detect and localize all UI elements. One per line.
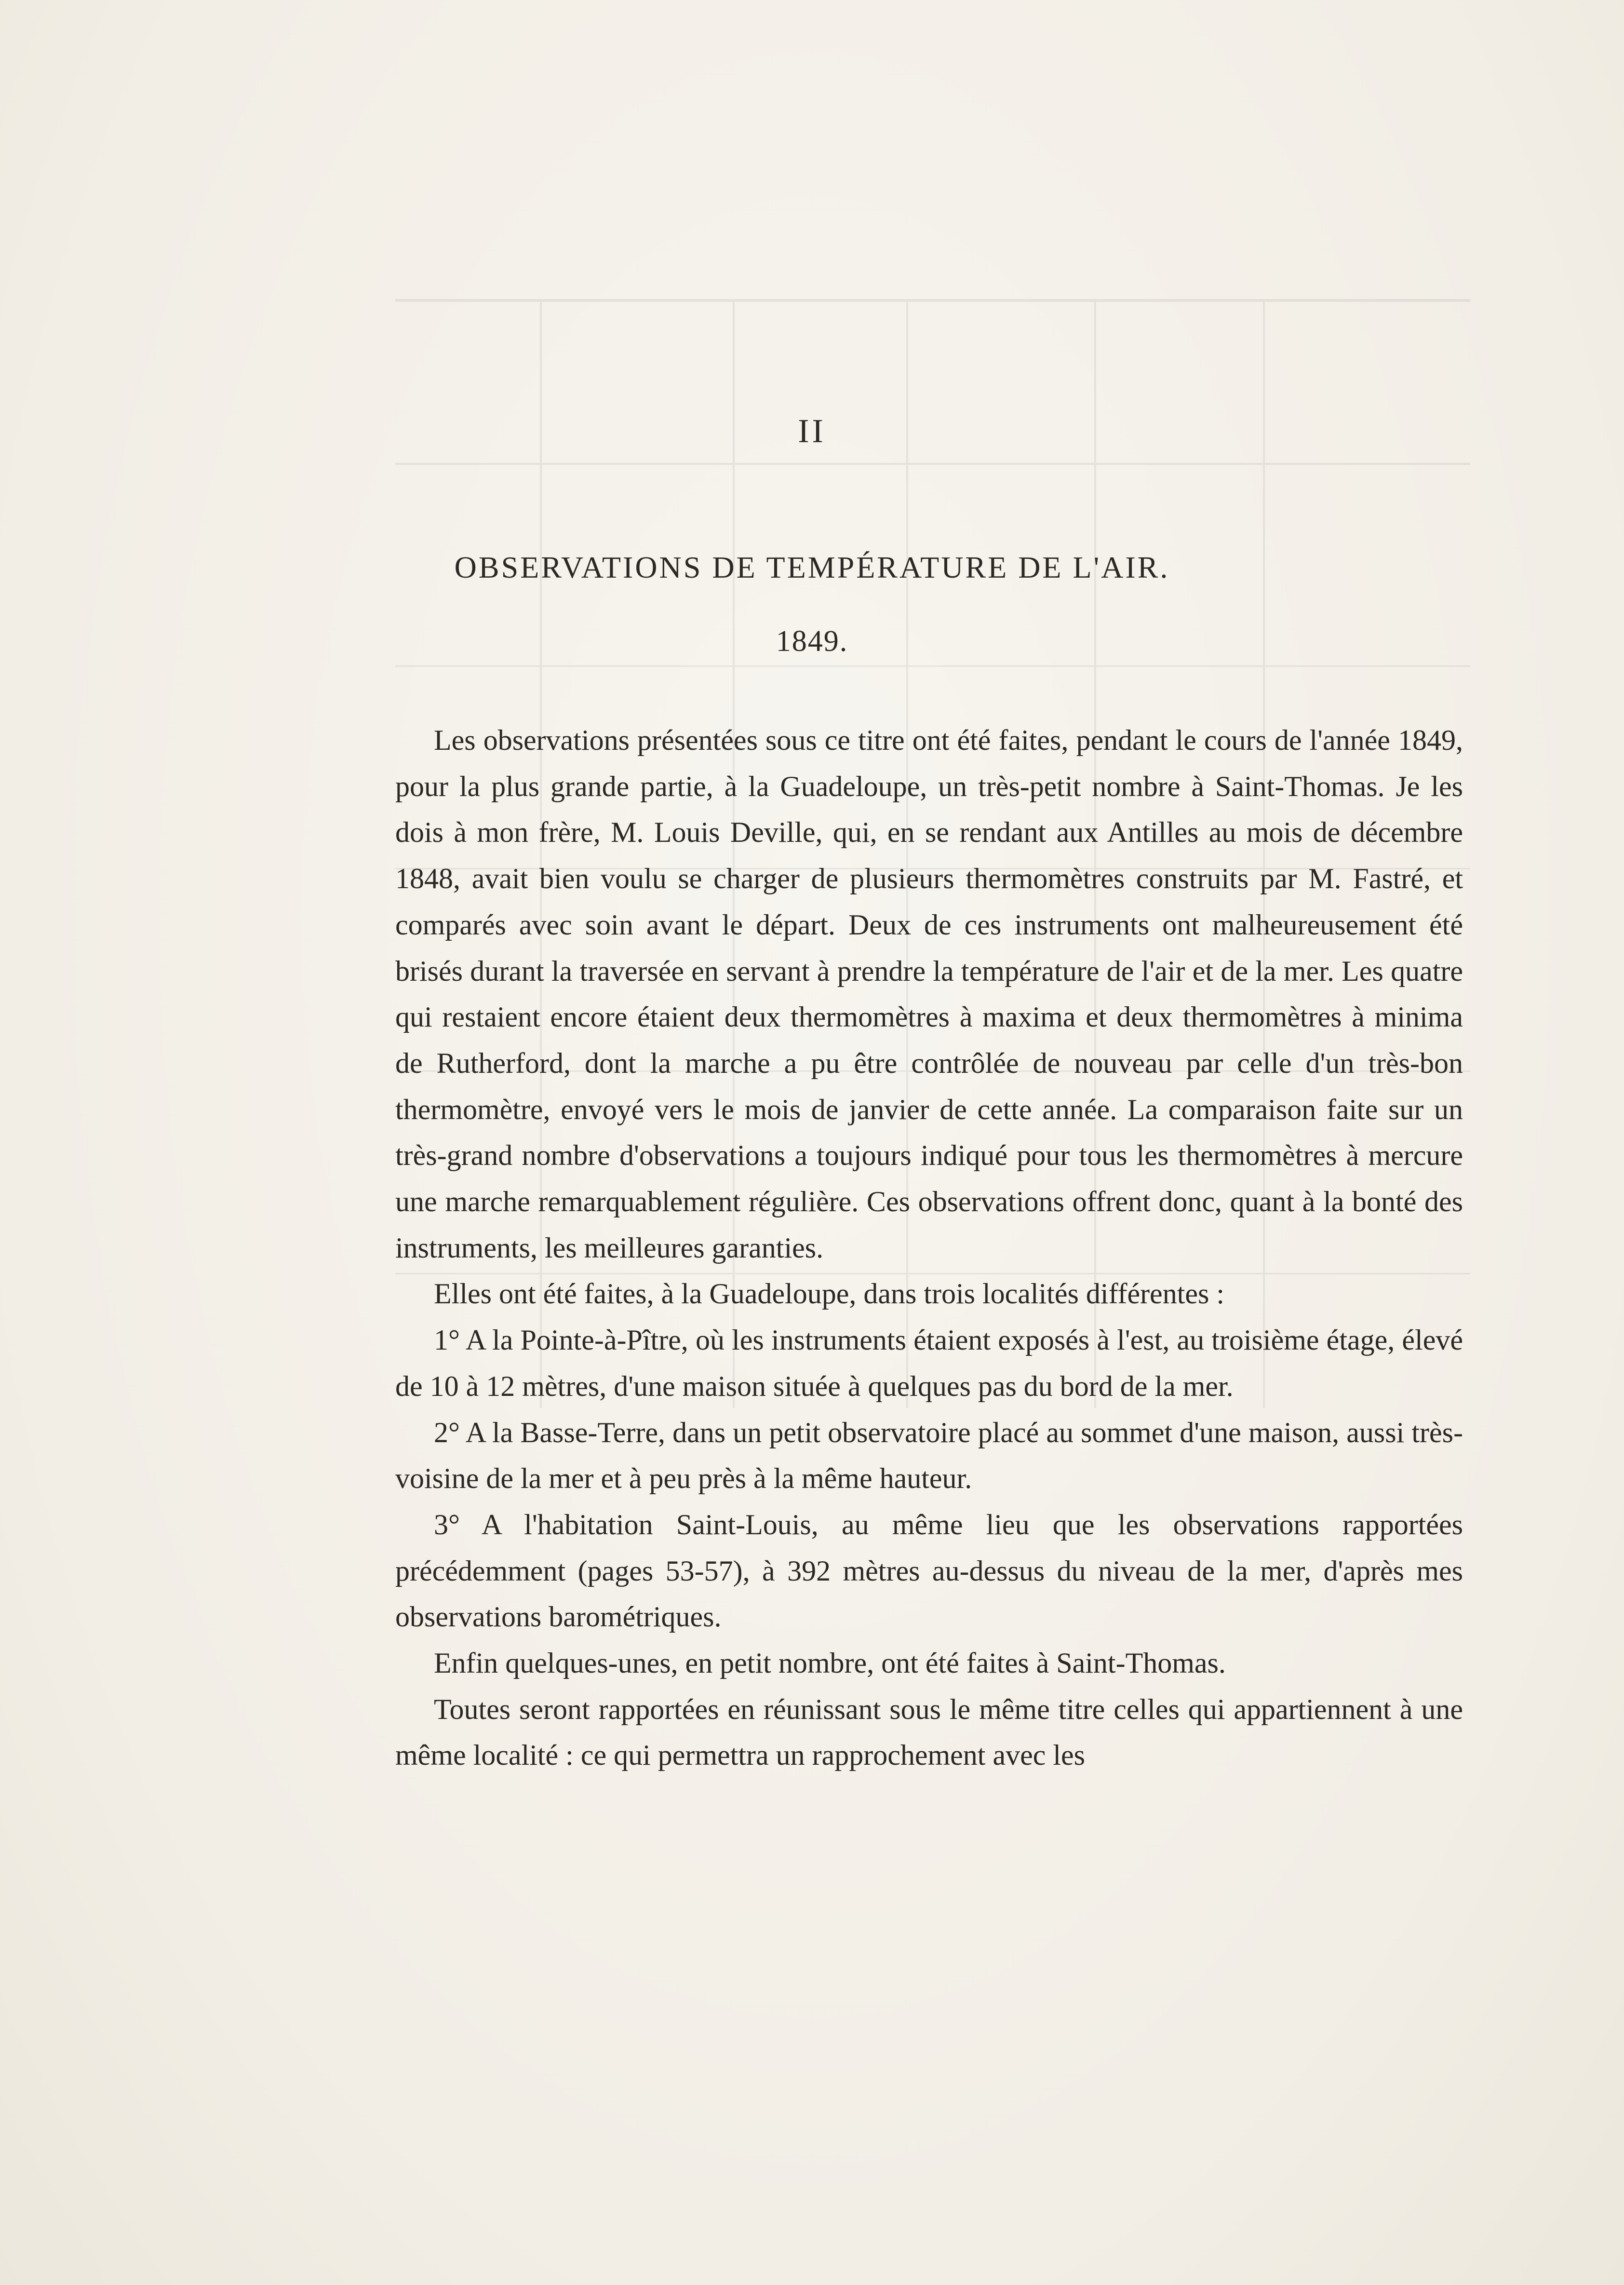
paragraph: 2° A la Basse-Terre, dans un petit observatoire placé au sommet d'une maison, aussi très-voisine de la mer et à peu près à la même hauteur. [395,1416,1463,1495]
paragraph: Les observations présentées sous ce titre ont été faites, pendant le cours de l'année 1849, pour la plus grande partie, à la Guadeloupe, un très-petit nombre à Saint-Thomas. Je les dois à mon frère, M. Louis Deville, qui, en se rendant aux Antilles au mois de décembre 1848, avait bien voulu se charger de plusieurs thermomètres construits par M. Fastré, et comparés avec soin avant le départ. Deux de ces instruments ont malheureusement été brisés durant la traversée en servant à prendre la température de l'air et de la mer. Les quatre qui restaient encore étaient deux thermomètres à maxima et deux thermomètres à minima de Rutherford, dont la marche a pu être contrôlée de nouveau par celle d'un très-bon thermomètre, envoyé vers le mois de janvier de cette année. La comparaison faite sur un très-grand nombre d'observations a toujours indiqué pour tous les thermomètres à mercure une marche remarquablement régulière. Ces observations offrent donc, quant à la bonté des instruments, les meilleures garanties. [395,724,1463,1264]
paragraph: 3° A l'habitation Saint-Louis, au même lieu que les observations rapportées précédemment (pages 53-57), à 392 mètres au-dessus du niveau de la mer, d'après mes observations barométriques. [395,1508,1463,1633]
body-text [395,717,1463,1779]
section-year: 1849. [776,625,848,658]
paragraph: Toutes seront rapportées en réunissant sous le même titre celles qui appartiennent à une même localité : ce qui permettra un rapprochement avec les [395,1693,1463,1771]
paragraph: 1° A la Pointe-à-Pître, où les instruments étaient exposés à l'est, au troisième étage, élevé de 10 à 12 mètres, d'une maison située à quelques pas du bord de la mer. [395,1324,1463,1402]
section-title: OBSERVATIONS DE TEMPÉRATURE DE L'AIR. [454,550,1170,584]
section-number: II [798,413,826,450]
paragraph: Enfin quelques-unes, en petit nombre, ont été faites à Saint-Thomas. [434,1647,1226,1679]
paragraph: Elles ont été faites, à la Guadeloupe, dans trois localités différentes : [434,1278,1225,1310]
